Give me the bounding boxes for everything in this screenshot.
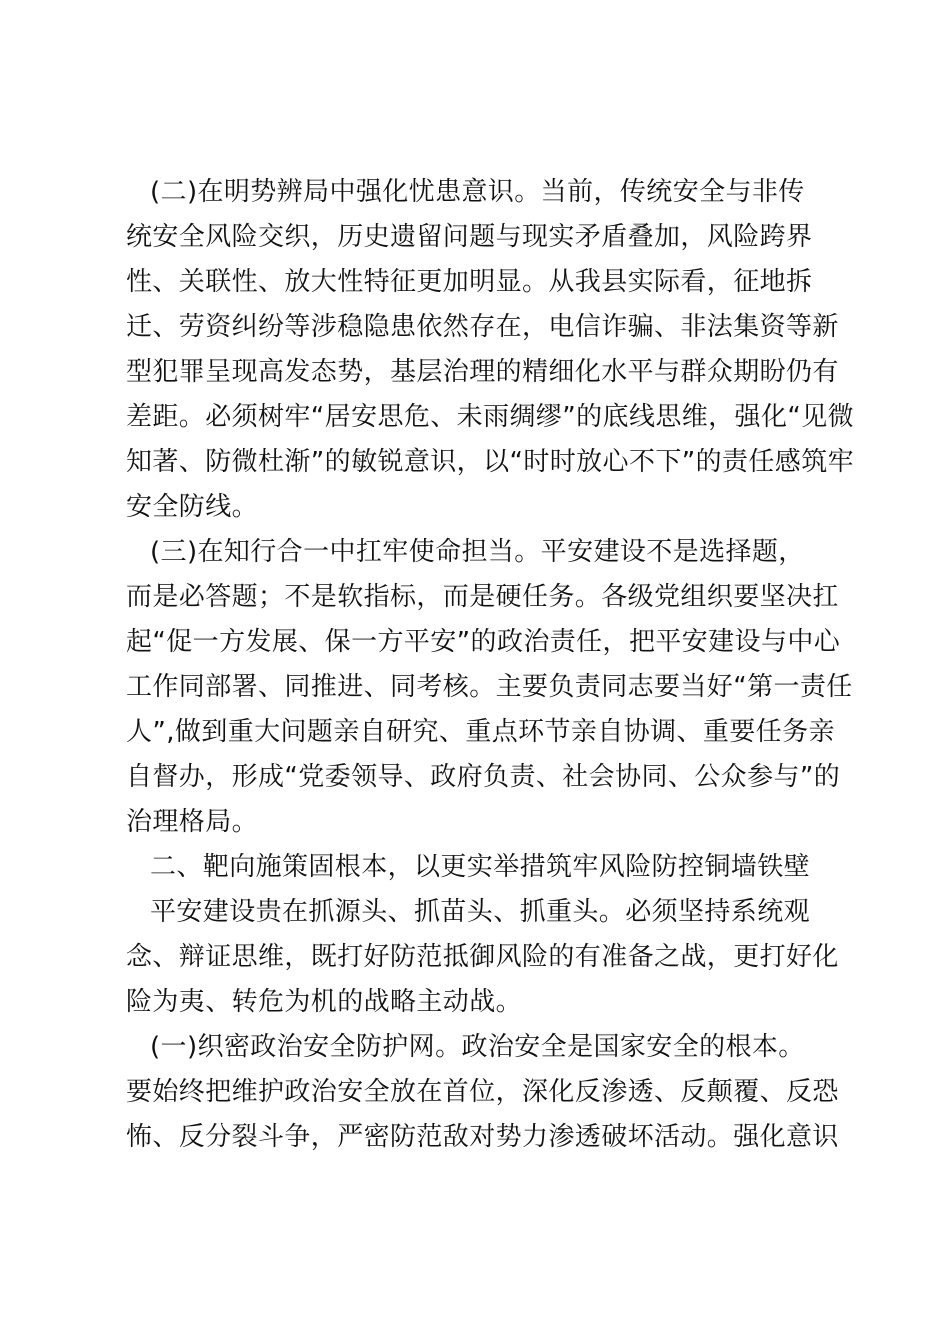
paragraph-line: 平安建设贵在抓源头、抓苗头、抓重头。必须坚持系统观 [150,897,811,927]
paragraph-line: 念、辩证思维，既打好防范抵御风险的有准备之战，更打好化 [126,942,839,972]
paragraph-line: 知著、防微杜渐”的敏锐意识，以“时时放心不下”的责任感筑牢 [126,447,855,477]
paragraph-line: (一)织密政治安全防护网。政治安全是国家安全的根本。 [150,1032,805,1062]
paragraph-line: 性、关联性、放大性特征更加明显。从我县实际看，征地拆 [126,267,813,297]
paragraph-line: 差距。必须树牢“居安思危、未雨绸缪”的底线思维，强化“见微 [126,402,855,432]
paragraph-line: 型犯罪呈现高发态势，基层治理的精细化水平与群众期盼仍有 [126,357,839,387]
paragraph-line: 人”,做到重大问题亲自研究、重点环节亲自协调、重要任务亲 [126,717,835,747]
paragraph-line: 要始终把维护政治安全放在首位，深化反渗透、反颠覆、反恐 [126,1077,839,1107]
paragraph-line: 自督办，形成“党委领导、政府负责、社会协同、公众参与”的 [126,762,841,792]
paragraph-line: 工作同部署、同推进、同考核。主要负责同志要当好“第一责任 [126,672,853,702]
paragraph-line: 险为夷、转危为机的战略主动战。 [126,987,523,1017]
paragraph-line: 迁、劳资纠纷等涉稳隐患依然存在，电信诈骗、非法集资等新 [126,312,839,342]
paragraph-line: (三)在知行合一中扛牢使命担当。平安建设不是选择题， [150,537,805,567]
paragraph-line: 统安全风险交织，历史遗留问题与现实矛盾叠加，风险跨界 [126,222,813,252]
paragraph-line: 怖、反分裂斗争，严密防范敌对势力渗透破坏活动。强化意识 [126,1122,839,1152]
section-heading: 二、靶向施策固根本，以更实举措筑牢风险防控铜墙铁壁 [150,852,811,882]
paragraph-line: (二)在明势辨局中强化忧患意识。当前，传统安全与非传 [150,177,805,207]
paragraph-line: 起“促一方发展、保一方平安”的政治责任，把平安建设与中心 [126,627,841,657]
paragraph-line: 安全防线。 [126,492,259,522]
paragraph-line: 治理格局。 [126,807,259,837]
document-body [126,170,855,1160]
paragraph-line: 而是必答题；不是软指标，而是硬任务。各级党组织要坚决扛 [126,582,839,612]
